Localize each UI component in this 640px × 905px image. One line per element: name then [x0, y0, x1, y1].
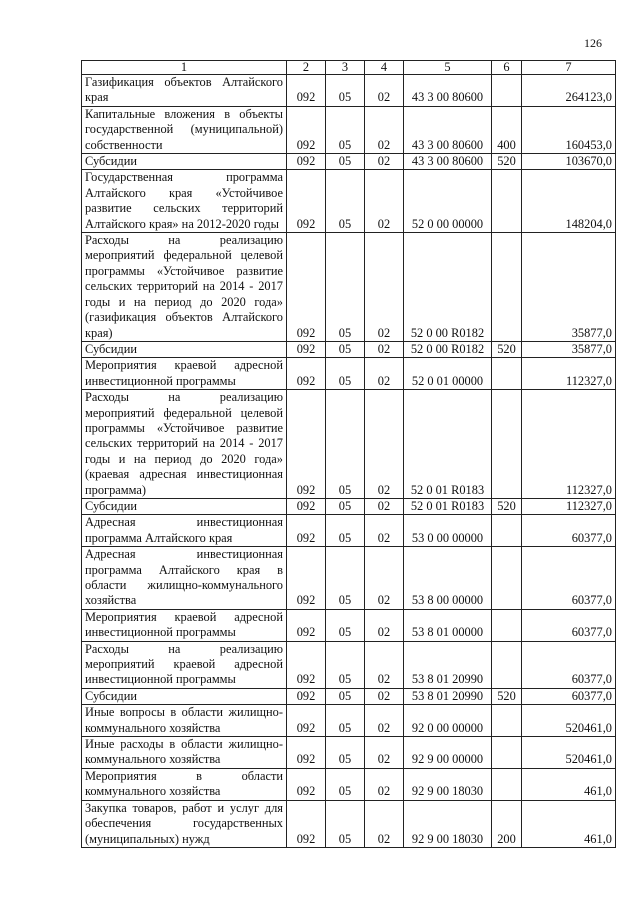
row-code-ministry: 092	[287, 106, 326, 153]
row-amount: 35877,0	[522, 341, 616, 357]
row-code-target: 52 0 01 00000	[404, 358, 492, 390]
column-header: 5	[404, 61, 492, 75]
row-code-type	[492, 358, 522, 390]
row-code-type	[492, 768, 522, 800]
row-code-ministry: 092	[287, 688, 326, 704]
row-code-target: 92 9 00 00000	[404, 737, 492, 769]
row-code-section: 05	[326, 800, 365, 847]
row-code-target: 53 8 01 20990	[404, 688, 492, 704]
row-amount: 60377,0	[522, 515, 616, 547]
row-code-ministry: 092	[287, 498, 326, 514]
row-code-section: 05	[326, 390, 365, 499]
row-code-subsection: 02	[365, 106, 404, 153]
row-name: Адресная инвестиционная программа Алтайского края	[82, 515, 287, 547]
row-name: Мероприятия краевой адресной инвестиционной программы	[82, 609, 287, 641]
row-code-ministry: 092	[287, 75, 326, 107]
row-code-target: 52 0 01 R0183	[404, 390, 492, 499]
row-amount: 461,0	[522, 800, 616, 847]
row-amount: 160453,0	[522, 106, 616, 153]
table-row	[82, 106, 616, 153]
row-amount: 520461,0	[522, 705, 616, 737]
row-name: Мероприятия краевой адресной инвестиционной программы	[82, 358, 287, 390]
row-code-subsection: 02	[365, 390, 404, 499]
row-code-target: 43 3 00 80600	[404, 75, 492, 107]
row-code-type: 400	[492, 106, 522, 153]
row-code-section: 05	[326, 705, 365, 737]
row-code-section: 05	[326, 641, 365, 688]
row-code-type	[492, 547, 522, 610]
table-row	[82, 609, 616, 641]
row-code-ministry: 092	[287, 341, 326, 357]
table-row	[82, 768, 616, 800]
row-code-section: 05	[326, 154, 365, 170]
row-name: Расходы на реализацию мероприятий федеральной целевой программы «Устойчивое развитие сельских территорий на 2014 - 2017 годы и на период до 2020 года» (краевая адресная инвестиционная программа)	[82, 390, 287, 499]
row-code-subsection: 02	[365, 233, 404, 342]
row-code-subsection: 02	[365, 358, 404, 390]
table-row	[82, 705, 616, 737]
row-code-target: 52 0 00 00000	[404, 170, 492, 233]
row-code-ministry: 092	[287, 170, 326, 233]
row-amount: 103670,0	[522, 154, 616, 170]
row-code-target: 43 3 00 80600	[404, 154, 492, 170]
row-code-section: 05	[326, 170, 365, 233]
column-header: 1	[82, 61, 287, 75]
row-amount: 60377,0	[522, 609, 616, 641]
row-code-ministry: 092	[287, 641, 326, 688]
column-header: 7	[522, 61, 616, 75]
row-code-subsection: 02	[365, 800, 404, 847]
row-code-subsection: 02	[365, 75, 404, 107]
row-name: Расходы на реализацию мероприятий федеральной целевой программы «Устойчивое развитие сельских территорий на 2014 - 2017 годы и на период до 2020 года» (газификация объектов Алтайского края)	[82, 233, 287, 342]
table-row	[82, 688, 616, 704]
row-code-type	[492, 737, 522, 769]
row-amount: 148204,0	[522, 170, 616, 233]
row-code-subsection: 02	[365, 609, 404, 641]
row-code-subsection: 02	[365, 515, 404, 547]
row-code-ministry: 092	[287, 800, 326, 847]
table-row	[82, 75, 616, 107]
table-row	[82, 737, 616, 769]
row-name: Капитальные вложения в объекты государственной (муниципальной) собственности	[82, 106, 287, 153]
table-row	[82, 170, 616, 233]
row-code-subsection: 02	[365, 641, 404, 688]
row-code-target: 92 9 00 18030	[404, 800, 492, 847]
row-code-subsection: 02	[365, 705, 404, 737]
row-code-target: 53 8 00 00000	[404, 547, 492, 610]
page-number: 126	[584, 36, 602, 50]
row-code-section: 05	[326, 498, 365, 514]
row-code-target: 53 8 01 20990	[404, 641, 492, 688]
row-code-subsection: 02	[365, 341, 404, 357]
row-name: Закупка товаров, работ и услуг для обеспечения государственных (муниципальных) нужд	[82, 800, 287, 847]
row-amount: 60377,0	[522, 688, 616, 704]
row-code-ministry: 092	[287, 154, 326, 170]
row-code-target: 53 8 01 00000	[404, 609, 492, 641]
row-code-ministry: 092	[287, 737, 326, 769]
row-code-subsection: 02	[365, 170, 404, 233]
row-code-ministry: 092	[287, 390, 326, 499]
row-code-section: 05	[326, 341, 365, 357]
row-name: Субсидии	[82, 341, 287, 357]
row-amount: 520461,0	[522, 737, 616, 769]
row-code-target: 52 0 00 R0182	[404, 341, 492, 357]
row-code-type	[492, 170, 522, 233]
row-code-section: 05	[326, 106, 365, 153]
row-code-section: 05	[326, 358, 365, 390]
table-row	[82, 515, 616, 547]
row-code-type	[492, 609, 522, 641]
table-row	[82, 390, 616, 499]
table-row	[82, 800, 616, 847]
row-code-ministry: 092	[287, 705, 326, 737]
row-code-target: 92 9 00 18030	[404, 768, 492, 800]
row-name: Иные расходы в области жилищно-коммунального хозяйства	[82, 737, 287, 769]
row-code-section: 05	[326, 609, 365, 641]
row-code-ministry: 092	[287, 609, 326, 641]
row-code-type: 520	[492, 154, 522, 170]
row-code-subsection: 02	[365, 498, 404, 514]
row-code-subsection: 02	[365, 737, 404, 769]
row-code-type: 520	[492, 341, 522, 357]
row-code-section: 05	[326, 75, 365, 107]
row-code-type	[492, 705, 522, 737]
row-code-section: 05	[326, 515, 365, 547]
row-code-type	[492, 515, 522, 547]
row-code-target: 43 3 00 80600	[404, 106, 492, 153]
row-code-section: 05	[326, 768, 365, 800]
row-name: Субсидии	[82, 498, 287, 514]
row-name: Государственная программа Алтайского края «Устойчивое развитие сельских территорий Алтайского края» на 2012-2020 годы	[82, 170, 287, 233]
budget-table	[81, 60, 616, 848]
row-code-ministry: 092	[287, 547, 326, 610]
row-name: Иные вопросы в области жилищно-коммунального хозяйства	[82, 705, 287, 737]
row-code-ministry: 092	[287, 358, 326, 390]
row-amount: 461,0	[522, 768, 616, 800]
row-amount: 264123,0	[522, 75, 616, 107]
row-code-subsection: 02	[365, 768, 404, 800]
row-code-type: 200	[492, 800, 522, 847]
row-code-target: 92 0 00 00000	[404, 705, 492, 737]
row-code-type	[492, 75, 522, 107]
table-row	[82, 498, 616, 514]
row-code-section: 05	[326, 233, 365, 342]
column-header: 6	[492, 61, 522, 75]
header-row	[82, 61, 616, 75]
row-amount: 112327,0	[522, 358, 616, 390]
table-row	[82, 641, 616, 688]
row-name: Газификация объектов Алтайского края	[82, 75, 287, 107]
row-amount: 112327,0	[522, 498, 616, 514]
row-code-subsection: 02	[365, 547, 404, 610]
column-header: 2	[287, 61, 326, 75]
row-code-ministry: 092	[287, 233, 326, 342]
row-amount: 60377,0	[522, 641, 616, 688]
row-name: Субсидии	[82, 688, 287, 704]
row-name: Адресная инвестиционная программа Алтайского края в области жилищно-коммунального хозяйства	[82, 547, 287, 610]
row-amount: 35877,0	[522, 233, 616, 342]
row-name: Мероприятия в области коммунального хозяйства	[82, 768, 287, 800]
row-name: Субсидии	[82, 154, 287, 170]
table-row	[82, 547, 616, 610]
row-code-section: 05	[326, 737, 365, 769]
row-code-type: 520	[492, 688, 522, 704]
row-amount: 112327,0	[522, 390, 616, 499]
column-header: 4	[365, 61, 404, 75]
table-row	[82, 233, 616, 342]
table-row	[82, 341, 616, 357]
row-code-section: 05	[326, 547, 365, 610]
row-code-target: 52 0 01 R0183	[404, 498, 492, 514]
row-code-type: 520	[492, 498, 522, 514]
column-header: 3	[326, 61, 365, 75]
row-code-section: 05	[326, 688, 365, 704]
row-code-subsection: 02	[365, 688, 404, 704]
table-row	[82, 358, 616, 390]
row-code-ministry: 092	[287, 768, 326, 800]
row-code-type	[492, 233, 522, 342]
row-code-ministry: 092	[287, 515, 326, 547]
table-row	[82, 154, 616, 170]
row-code-target: 52 0 00 R0182	[404, 233, 492, 342]
row-code-type	[492, 390, 522, 499]
row-code-type	[492, 641, 522, 688]
row-name: Расходы на реализацию мероприятий краевой адресной инвестиционной программы	[82, 641, 287, 688]
row-amount: 60377,0	[522, 547, 616, 610]
row-code-target: 53 0 00 00000	[404, 515, 492, 547]
row-code-subsection: 02	[365, 154, 404, 170]
